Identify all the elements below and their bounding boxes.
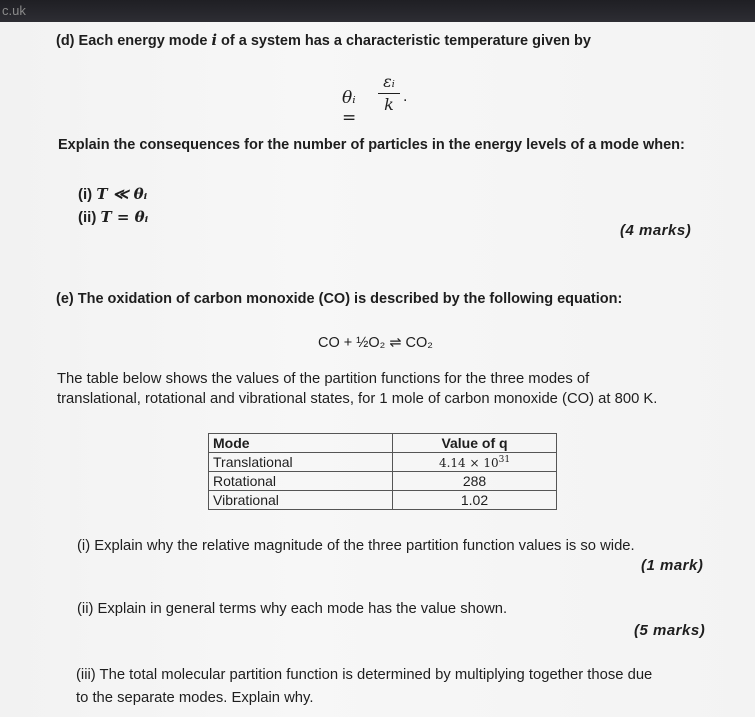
part-e-question-i-marks: (1 mark)	[641, 557, 704, 574]
table-cell-mode: Rotational	[209, 472, 393, 491]
table-header-value: Value of q	[393, 434, 557, 453]
table-header-row	[209, 434, 557, 453]
table-header-mode: Mode	[209, 434, 393, 453]
part-d-instruction: Explain the consequences for the number of particles in the energy levels of a mode when:	[58, 137, 685, 153]
table-row	[209, 453, 557, 472]
table-cell-mode: Translational	[209, 453, 393, 472]
part-e-intro-line1: The table below shows the values of the partition functions for the three modes of	[57, 371, 590, 387]
part-d-item-ii: (ii) T = θᵢ	[78, 208, 149, 226]
fraction-bar	[378, 93, 400, 94]
equation-fraction	[378, 72, 400, 114]
part-e-question-iii-line2: to the separate modes. Explain why.	[76, 690, 314, 706]
part-d-item-i: (i) T ≪ θᵢ	[78, 185, 148, 203]
table-cell-mode: Vibrational	[209, 491, 393, 510]
part-d-prompt: (d) Each energy mode i of a system has a characteristic temperature given by	[56, 32, 591, 49]
browser-top-bar	[0, 0, 755, 22]
table-cell-value: 1.02	[393, 491, 557, 510]
part-e-question-ii: (ii) Explain in general terms why each mode has the value shown.	[77, 601, 508, 617]
table-cell-value: $4.14 \times 10^{31}$	[393, 453, 557, 472]
table-cell-value: 288	[393, 472, 557, 491]
equation-end: .	[403, 88, 408, 105]
part-d-marks: (4 marks)	[620, 222, 692, 239]
oxidation-equation: CO + ½O₂ ⇌ CO₂	[318, 335, 433, 351]
partition-function-table	[208, 433, 557, 510]
part-e-prompt: (e) The oxidation of carbon monoxide (CO) is described by the following equation:	[56, 291, 623, 307]
table-row	[209, 472, 557, 491]
equation-lhs: θᵢ =	[342, 88, 357, 128]
table-row	[209, 491, 557, 510]
url-fragment: c.uk	[2, 3, 26, 18]
part-e-question-iii-line1: (iii) The total molecular partition function is determined by multiplying together those due	[76, 667, 653, 683]
equation-numerator: εᵢ	[383, 72, 395, 91]
part-e-question-ii-marks: (5 marks)	[634, 622, 706, 639]
part-e-intro-line2: translational, rotational and vibrational states, for 1 mole of carbon monoxide (CO) at 800 K.	[57, 391, 658, 407]
equation-denominator: k	[384, 95, 394, 114]
part-e-question-i: (i) Explain why the relative magnitude of the three partition function values is so wide.	[77, 538, 635, 554]
